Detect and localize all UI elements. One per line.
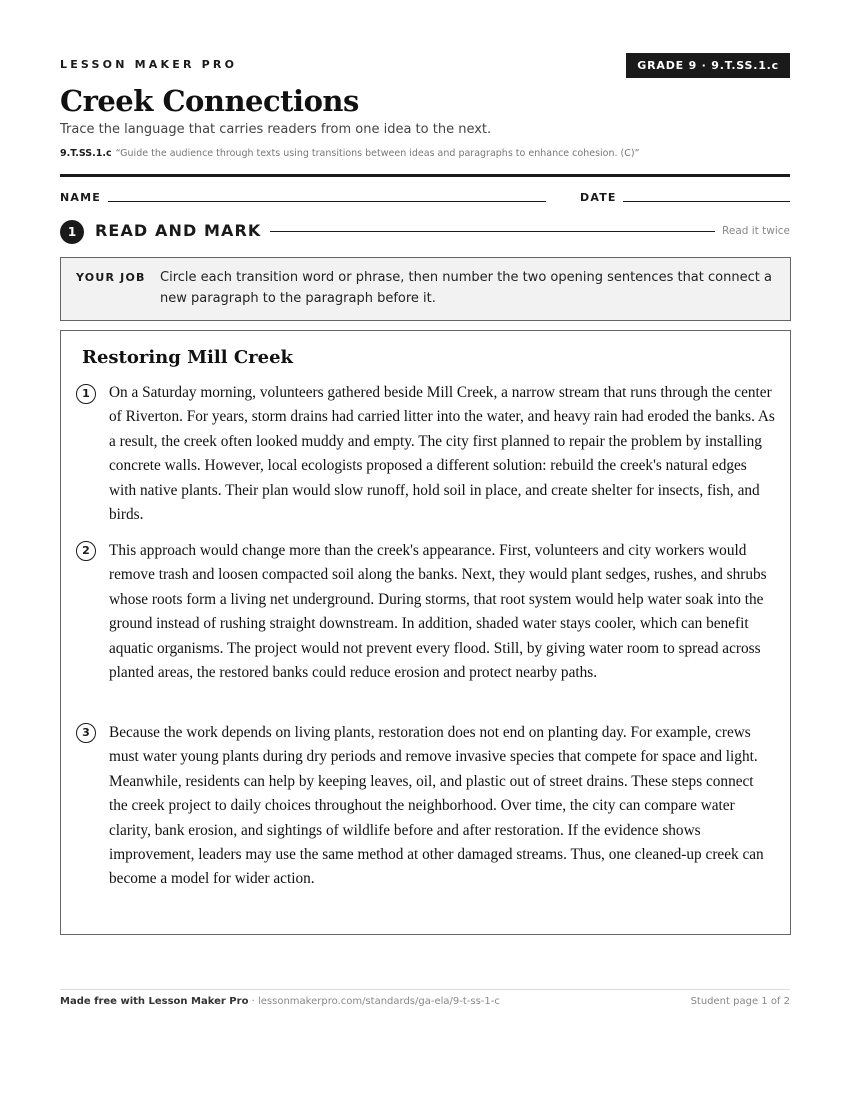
paragraph-text: This approach would change more than the creek's appearance. First, volunteers and city workers would remove trash and loosen compacted soil along the banks. Next, they would plant sedges, rushes, and shrubs whose roots form a living net underground. During storms, that root system would help water soak into the ground instead of rushing straight downstream. In addition, shaded water stays cooler, which can benefit aquatic organisms. The project would not prevent every flood. Still, by giving water room to spread across planted areas, the restored banks could reduce erosion and protect nearby paths. bbox=[109, 542, 767, 682]
passage-title: Restoring Mill Creek bbox=[82, 347, 294, 368]
standard-code: 9.T.SS.1.c bbox=[60, 148, 112, 159]
header-divider bbox=[60, 174, 790, 177]
standard-line bbox=[60, 148, 640, 159]
instructions-box bbox=[60, 257, 791, 321]
name-label: NAME bbox=[60, 191, 101, 204]
footer-divider bbox=[60, 989, 790, 990]
reading-passage bbox=[60, 330, 791, 935]
grade-badge: GRADE 9 · 9.T.SS.1.c bbox=[626, 53, 790, 78]
date-label: DATE bbox=[580, 191, 617, 204]
name-field[interactable] bbox=[108, 201, 546, 202]
footer-made-with: Made free with Lesson Maker Pro bbox=[60, 996, 249, 1007]
paragraph-number-badge: 2 bbox=[76, 541, 96, 561]
paragraph-text: On a Saturday morning, volunteers gathered beside Mill Creek, a narrow stream that runs through the center of Riverton. For years, storm drains had carried litter into the water, and heavy rain had eroded the banks. As a result, the creek often looked muddy and empty. The city first planned to repair the problem by installing concrete walls. However, local ecologists proposed a different solution: rebuild the creek's natural edges with native plants. Their plan would slow runoff, hold soil in place, and create shelter for insects, fish, and birds. bbox=[109, 384, 775, 524]
section-note: Read it twice bbox=[722, 225, 790, 237]
section-divider bbox=[270, 231, 715, 232]
worksheet-subtitle: Trace the language that carries readers from one idea to the next. bbox=[60, 122, 492, 137]
paragraph-number-badge: 1 bbox=[76, 384, 96, 404]
paragraph-number-badge: 3 bbox=[76, 723, 96, 743]
instructions-text: Circle each transition word or phrase, then number the two opening sentences that connect a new paragraph to the paragraph before it. bbox=[160, 270, 772, 306]
instructions-label: YOUR JOB bbox=[76, 271, 146, 284]
section-number-badge: 1 bbox=[60, 220, 84, 244]
brand-name: LESSON MAKER PRO bbox=[60, 58, 238, 71]
worksheet-title: Creek Connections bbox=[60, 84, 359, 118]
section-title: READ AND MARK bbox=[95, 221, 262, 240]
footer-link[interactable]: · lessonmakerpro.com/standards/ga-ela/9-t-ss-1-c bbox=[248, 996, 500, 1007]
date-field[interactable] bbox=[623, 201, 790, 202]
standard-text: “Guide the audience through texts using transitions between ideas and paragraphs to enhance cohesion. (C)” bbox=[115, 148, 640, 159]
footer-credit bbox=[60, 996, 500, 1007]
paragraph-text: Because the work depends on living plants, restoration does not end on planting day. For example, crews must water young plants during dry periods and remove invasive species that compete for space and light. Meanwhile, residents can help by keeping leaves, oil, and plastic out of street drains. These steps connect the creek project to daily choices throughout the neighborhood. Over time, the city can compare water clarity, bank erosion, and sightings of wildlife before and after restoration. If the evidence shows improvement, leaders may use the same method at other damaged streams. Thus, one cleaned-up creek can become a model for wider action. bbox=[109, 724, 764, 888]
page-indicator: Student page 1 of 2 bbox=[690, 996, 790, 1007]
